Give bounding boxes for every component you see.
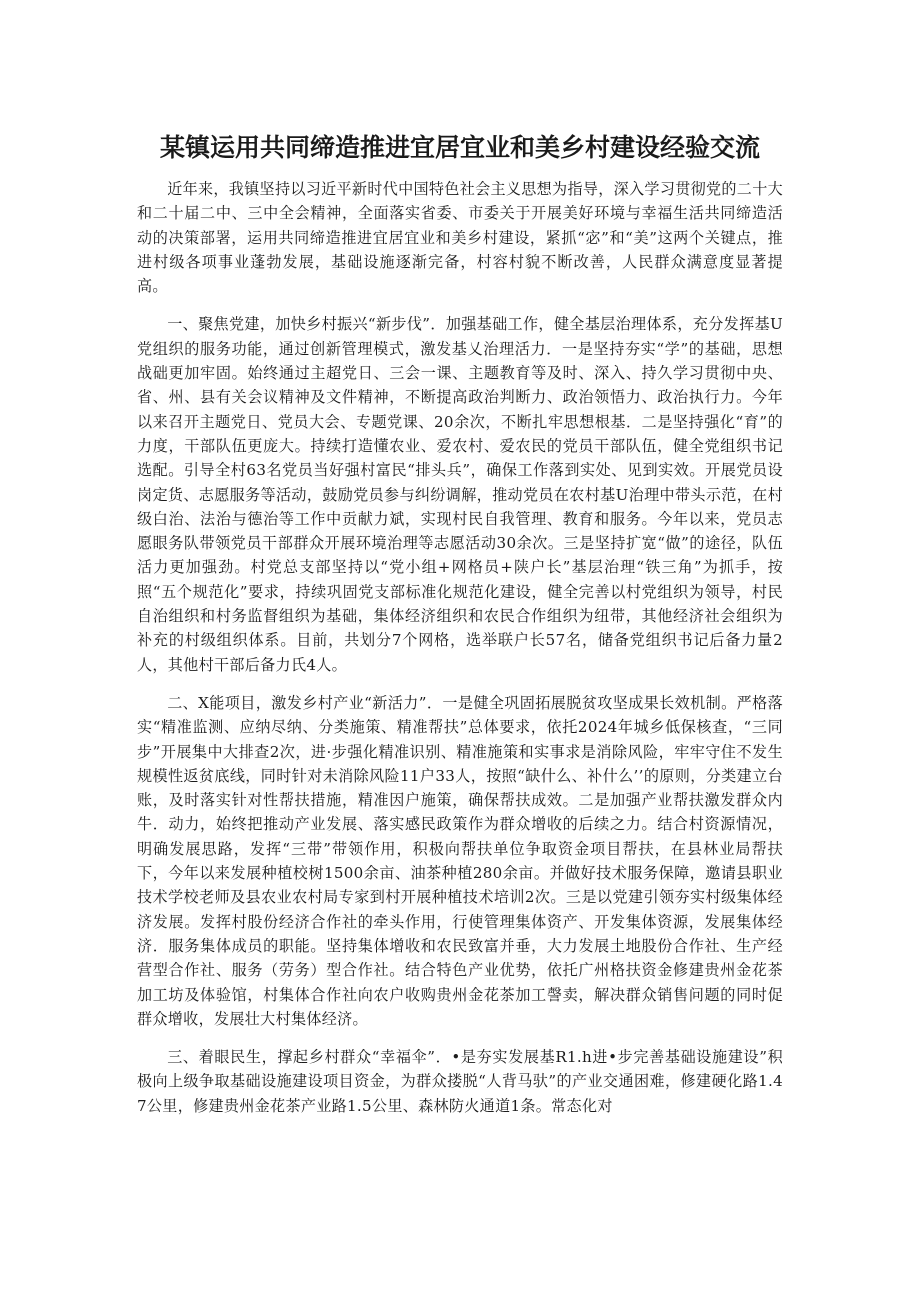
section-three-paragraph: 三、着眼民生，撑起乡村群众“幸福伞”．•是夯实发展基R1.h进•步完善基础设施建设”积极向上级争取基础设施建设项目资金，为群众搂脱“人背马驮”的产业交通困难，修建硬化路1.47公里，修建贵州金花茶产业路1.5公里、森林防火通道1条。常态化对 <box>137 1048 783 1115</box>
section-one-paragraph: 一、聚焦党建，加快乡村振兴“新步伐”．加强基础工作，健全基层治理体系，充分发挥基U党组织的服务功能，通过创新管理模式，激发基乂治理活力．一是坚持夯实“学”的基础，思想战础更加牢固。始终通过主超党日、三会一课、主题教育等及时、深入、持久学习贯彻中央、省、州、县有关会议精神及文件精神，不断提高政治判断力、政治领悟力、政治执行力。今年以来召开主题党日、党员大会、专题党课、20余次，不断扎牢思想根基．二是坚持强化“育”的力度，干部队伍更庞大。持续打造懂农业、爱农村、爱农民的党员干部队伍，健全党组织书记选配。引导全村63名党员当好强村富民“排头兵”，确保工作落到实处、见到实效。开展党员设岗定货、志愿服务等活动，鼓励党员参与纠纷调解，推动党员在农村基U治理中带头示范，在村级白治、法治与德治等工作中贡献力斌，实现村民自我管理、教育和服务。今年以来，党员志愿眼务队带领党员干部群众开展环境治理等志愿活动30余次。三是坚持扩宽“做”的途径，队伍活力更加强劲。村党总支部坚持以“党小组+网格员+陕户长”基层治理“铁三角”为抓手，按照“五个规范化”要求，持续巩固党支部标准化规范化建设，健全完善以村党组织为领导，村民自治组织和村务监督组织为基础，集体经济组织和农民合作组织为纽带，其他经济社会组织为补充的村级组织体系。目前，共划分7个网格，选举联户长57名，储备党组织书记后备力量2人，其他村干部后备力氏4人。 <box>137 315 783 674</box>
section-two-paragraph: 二、X能项目，激发乡村产业“新活力”．一是健全巩固拓展脱贫攻坚成果长效机制。严格落实“精准监测、应纳尽纳、分类施策、精准帮扶”总体要求，依托2024年城乡低保核查，“三同步”开展集中大排查2次，进·步强化精准识别、精准施策和实事求是消除风险，牢牢守住不发生规模性返贫底线，同时针对未消除风险11户33人，按照“缺什么、补什么’’的原则，分类建立台账，及时落实针对性帮扶措施，精准因户施策，确保帮扶成效。二是加强产业帮扶激发群众内牛．动力，始终把推动产业发展、落实感民政策作为群众增收的后续之力。结合村资源情况，明确发展思路，发挥“三带”带领作用，积极向帮扶单位争取资金项目帮扶，在县林业局帮扶下，今年以来发展种植校树1500余亩、油茶种植280余亩。并做好技术服务保障，邀请县职业技术学校老师及县农业农村局专家到村开展种植技术培训2次。三是以党建引领夯实村级集体经济发展。发挥村股份经济合作社的牵头作用，行使管理集体资产、开发集体资源，发展集体经济．服务集体成员的职能。坚持集体增收和农民致富并垂，大力发展土地股份合作社、生产经营型合作社、服务（劳务）型合作社。结合特色产业优势，依托广州格扶资金修建贵州金花茶加工坊及体验馆，村集体合作社向农户收购贵州金花茶加工謦卖，解决群众销售问题的同时促群众增收，发展壮大村集体经济。 <box>137 693 783 1028</box>
document-title: 某镇运用共同缔造推进宜居宜业和美乡村建设经验交流 <box>159 133 760 162</box>
document-body <box>137 177 783 1132</box>
intro-paragraph: 近年来，我镇坚持以习近平新时代中国特色社会主义思想为指导，深入学习贯彻党的二十大和二十届二中、三中全会精神，全面落实省委、市委关于开展美好环境与幸福生活共同缔造活动的决策部署，运用共同缔造推进宜居宜业和美乡村建设，紧抓“宓”和“美”这两个关键点，推进村级各项事业蓬勃发展，基础设施逐渐完备，村容村貌不断改善，人民群众满意度显著提高。 <box>137 180 783 296</box>
